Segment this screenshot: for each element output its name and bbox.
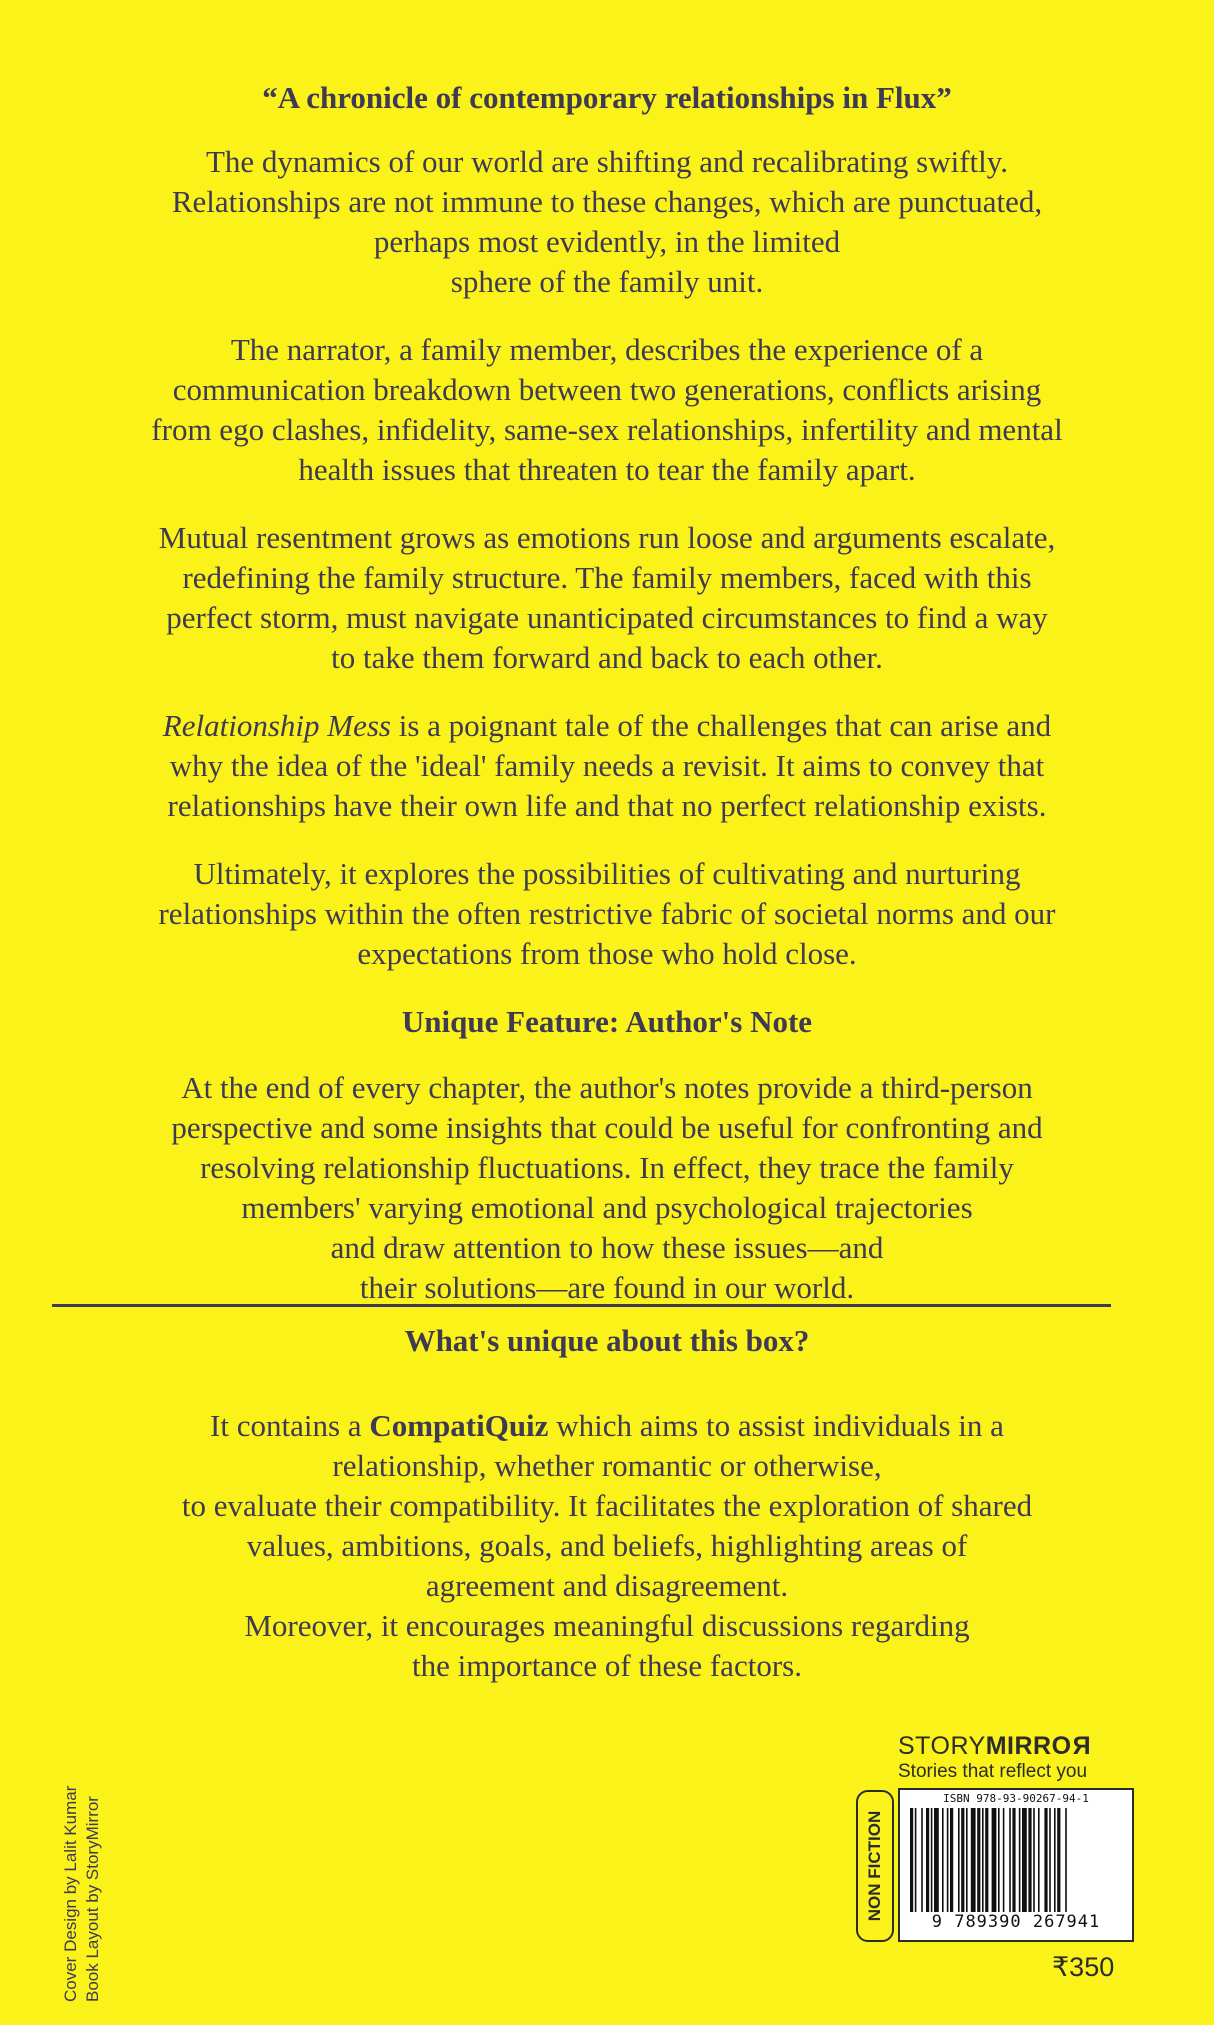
text-line: The dynamics of our world are shifting and recalibrating swiftly.	[205, 144, 1009, 179]
text-line: perhaps most evidently, in the limited	[373, 224, 841, 259]
feature-paragraph	[40, 1068, 1174, 1308]
category-badge	[856, 1790, 894, 1942]
text-line: their solutions—are found in our world.	[359, 1270, 855, 1305]
text-line: from ego clashes, infidelity, same-sex relationships, infertility and mental	[151, 412, 1063, 447]
text-fragment: which aims to assist individuals in a	[548, 1408, 1004, 1443]
box-heading: What's unique about this box?	[404, 1323, 810, 1358]
text-line: agreement and disagreement.	[425, 1568, 789, 1603]
cover-design-credit: Cover Design by Lalit Kumar	[61, 1785, 80, 2002]
text-line: Ultimately, it explores the possibilities of cultivating and nurturing	[193, 856, 1021, 891]
blurb-paragraph-3	[40, 518, 1174, 678]
barcode-bar	[1019, 1808, 1021, 1912]
text-line: resolving relationship fluctuations. In effect, they trace the family	[200, 1150, 1014, 1185]
barcode-bar	[942, 1808, 944, 1912]
barcode-bar	[1054, 1808, 1056, 1912]
book-layout-credit: Book Layout by StoryMirror	[83, 1796, 102, 2002]
text-line: members' varying emotional and psychological trajectories	[241, 1190, 973, 1225]
text-line: Relationships are not immune to these changes, which are punctuated,	[171, 184, 1043, 219]
text-line: values, ambitions, goals, and beliefs, highlighting areas of	[246, 1528, 968, 1563]
text-line: the importance of these factors.	[412, 1648, 802, 1683]
barcode-bar	[1033, 1808, 1035, 1912]
text-line	[40, 1406, 1174, 1446]
blurb-paragraph-4	[40, 706, 1174, 826]
barcode-bar	[958, 1808, 960, 1912]
barcode-bar	[1065, 1808, 1067, 1912]
barcode-bar	[1028, 1808, 1031, 1912]
text-line: expectations from those who hold close.	[357, 936, 857, 971]
barcode-bar	[950, 1808, 953, 1912]
text-line: communication breakdown between two generations, conflicts arising	[172, 372, 1042, 407]
barcode-bar	[992, 1808, 997, 1912]
barcode-bar	[998, 1808, 1000, 1912]
barcode-bar	[1009, 1808, 1011, 1912]
category-label: NON FICTION	[865, 1810, 884, 1922]
barcode-bar	[977, 1808, 980, 1912]
barcode-bar	[926, 1808, 929, 1912]
text-line: relationships within the often restrictive fabric of societal norms and our	[158, 896, 1056, 931]
blurb-paragraph-2	[40, 330, 1174, 490]
barcode-bar	[947, 1808, 949, 1912]
text-line: The narrator, a family member, describes the experience of a	[230, 332, 984, 367]
barcode-bar	[1049, 1808, 1051, 1912]
barcode-bar	[1012, 1808, 1015, 1912]
blurb-paragraph-5	[40, 854, 1174, 974]
text-line: perfect storm, must navigate unanticipated circumstances to find a way	[166, 600, 1048, 635]
text-line: to evaluate their compatibility. It facilitates the exploration of shared	[181, 1488, 1033, 1523]
barcode-bar	[971, 1808, 976, 1912]
text-line: relationship, whether romantic or otherwise,	[332, 1448, 882, 1483]
barcode-icon	[910, 1808, 1122, 1912]
publisher-logo	[898, 1732, 1130, 1760]
text-line: redefining the family structure. The family members, faced with this	[182, 560, 1032, 595]
barcode-bar	[915, 1808, 917, 1912]
barcode-bar	[1038, 1808, 1040, 1912]
logo-regular-text: STORY	[898, 1732, 986, 1760]
text-line: Mutual resentment grows as emotions run loose and arguments escalate,	[158, 520, 1056, 555]
design-credits	[60, 1722, 160, 2002]
book-title-italic: Relationship Mess	[162, 708, 391, 743]
price-label: ₹350	[1052, 1952, 1115, 1982]
barcode-bar	[1044, 1808, 1047, 1912]
barcode-bar	[1022, 1808, 1027, 1912]
logo-bold-text: MIRRO	[985, 1732, 1072, 1760]
compatiquiz-bold: CompatiQuiz	[369, 1408, 549, 1443]
text-fragment: It contains a	[210, 1408, 370, 1443]
barcode-bar	[1057, 1808, 1060, 1912]
barcode-bar	[921, 1808, 923, 1912]
barcode-bar	[966, 1808, 968, 1912]
barcode-number: 9 789390 267941	[931, 1912, 1101, 1932]
blurb-paragraph-1	[40, 142, 1174, 302]
text-fragment: is a poignant tale of the challenges that can arise and	[390, 708, 1052, 743]
barcode-bar	[934, 1808, 939, 1912]
text-line	[40, 706, 1174, 746]
section-divider	[52, 1304, 1111, 1307]
box-paragraph	[40, 1406, 1174, 1686]
text-line: to take them forward and back to each other.	[331, 640, 883, 675]
tagline: “A chronicle of contemporary relationships in Flux”	[262, 80, 952, 115]
publisher-brand	[898, 1732, 1130, 1784]
feature-heading: Unique Feature: Author's Note	[401, 1004, 813, 1039]
barcode-panel	[898, 1788, 1134, 1942]
isbn-label: ISBN 978-93-90267-94-1	[943, 1792, 1089, 1805]
text-line: At the end of every chapter, the author's notes provide a third-person	[181, 1070, 1033, 1105]
barcode-bar	[910, 1808, 913, 1912]
text-line: sphere of the family unit.	[450, 264, 764, 299]
logo-mirrored-letter: R	[1071, 1732, 1091, 1760]
barcode-bar	[961, 1808, 964, 1912]
text-line: health issues that threaten to tear the family apart.	[298, 452, 916, 487]
back-cover-blurb	[40, 78, 1174, 1336]
barcode-bar	[982, 1808, 984, 1912]
barcode-bar	[985, 1808, 988, 1912]
text-line: perspective and some insights that could be useful for confronting and	[171, 1110, 1043, 1145]
text-line: Moreover, it encourages meaningful discussions regarding	[244, 1608, 970, 1643]
barcode-bar	[1003, 1808, 1005, 1912]
box-section	[40, 1320, 1174, 1686]
text-line: relationships have their own life and that no perfect relationship exists.	[167, 788, 1047, 823]
barcode-bar	[931, 1808, 933, 1912]
text-line: why the idea of the 'ideal' family needs a revisit. It aims to convey that	[169, 748, 1045, 783]
text-line: and draw attention to how these issues—and	[330, 1230, 884, 1265]
publisher-tagline: Stories that reflect you	[898, 1761, 1088, 1782]
